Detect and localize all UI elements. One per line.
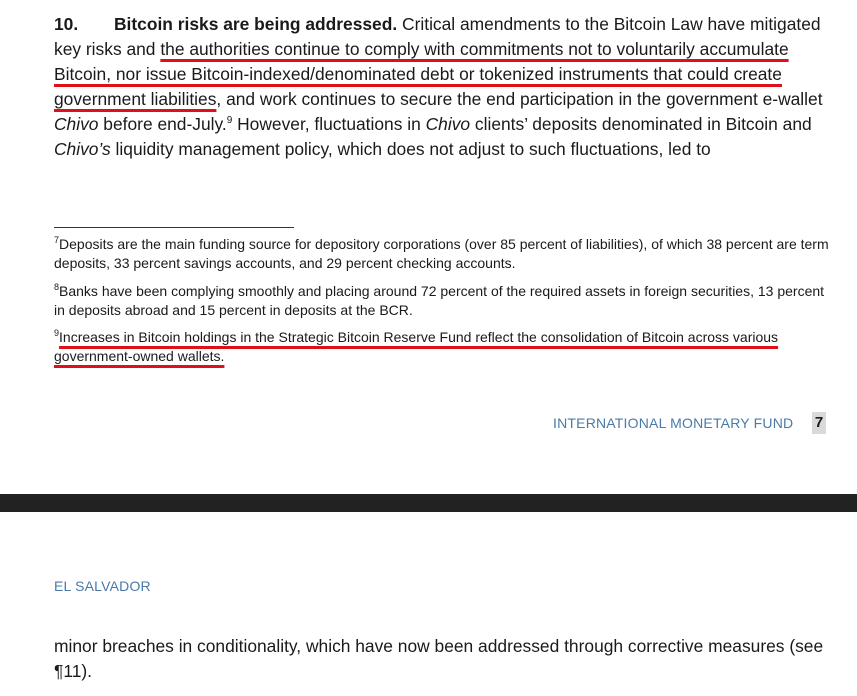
paragraph-text: However, fluctuations in (232, 114, 426, 134)
chivo-italic: Chivo (425, 114, 471, 134)
footnote-text: Banks have been complying smoothly and placing around 72 percent of the required assets in foreign securities, 13 percent in deposits abroad and 15 percent in deposits at the BCR. (54, 283, 825, 318)
footnote-number: 7 (54, 235, 60, 245)
footer-organization: INTERNATIONAL MONETARY FUND (553, 415, 794, 431)
footnote-8 (54, 282, 834, 320)
running-header: EL SALVADOR (54, 578, 151, 594)
paragraph-text: Critical amendments to the Bitcoin Law have mitigated key risks and (54, 14, 821, 59)
footnote-7 (54, 235, 834, 273)
highlighted-text: the authorities continue to comply with commitments not to voluntarily accumulate Bitcoin, nor issue Bitcoin-indexed/denominated debt or tokenized instruments that could create government liabilities (54, 39, 789, 109)
paragraph-heading: Bitcoin risks are being addressed. (114, 14, 398, 34)
chivo-italic: Chivo’s (54, 139, 111, 159)
paragraph-text: liquidity management policy, which does not adjust to such fluctuations, led to (110, 139, 711, 159)
footnote-text-highlighted: Increases in Bitcoin holdings in the Strategic Bitcoin Reserve Fund reflect the consolidation of Bitcoin across various government-owned wallets. (54, 329, 779, 364)
chivo-italic: Chivo (54, 114, 99, 134)
footnote-text: Deposits are the main funding source for depository corporations (over 85 percent of liabilities), of which 38 percent are term deposits, 33 percent savings accounts, and 29 percent checking accounts. (54, 236, 829, 271)
footnote-ref-9[interactable]: 9 (226, 115, 233, 126)
paragraph-10 (54, 12, 834, 162)
footnote-9 (54, 328, 834, 366)
paragraph-number: 10. (54, 14, 79, 34)
footnote-separator (54, 227, 294, 228)
document-page-8 (0, 512, 857, 696)
footnote-number: 8 (54, 282, 60, 292)
paragraph-text: clients’ deposits denominated in Bitcoin and (470, 114, 812, 134)
paragraph-continuation: minor breaches in conditionality, which have now been addressed through corrective measures (see ¶11). (54, 636, 824, 681)
footnote-number: 9 (54, 328, 60, 338)
page-number: 7 (812, 412, 826, 434)
paragraph-text: before end-July. (98, 114, 227, 134)
paragraph-text: , and work continues to secure the end participation in the government e-wallet (216, 89, 823, 109)
page-break-divider (0, 494, 857, 512)
